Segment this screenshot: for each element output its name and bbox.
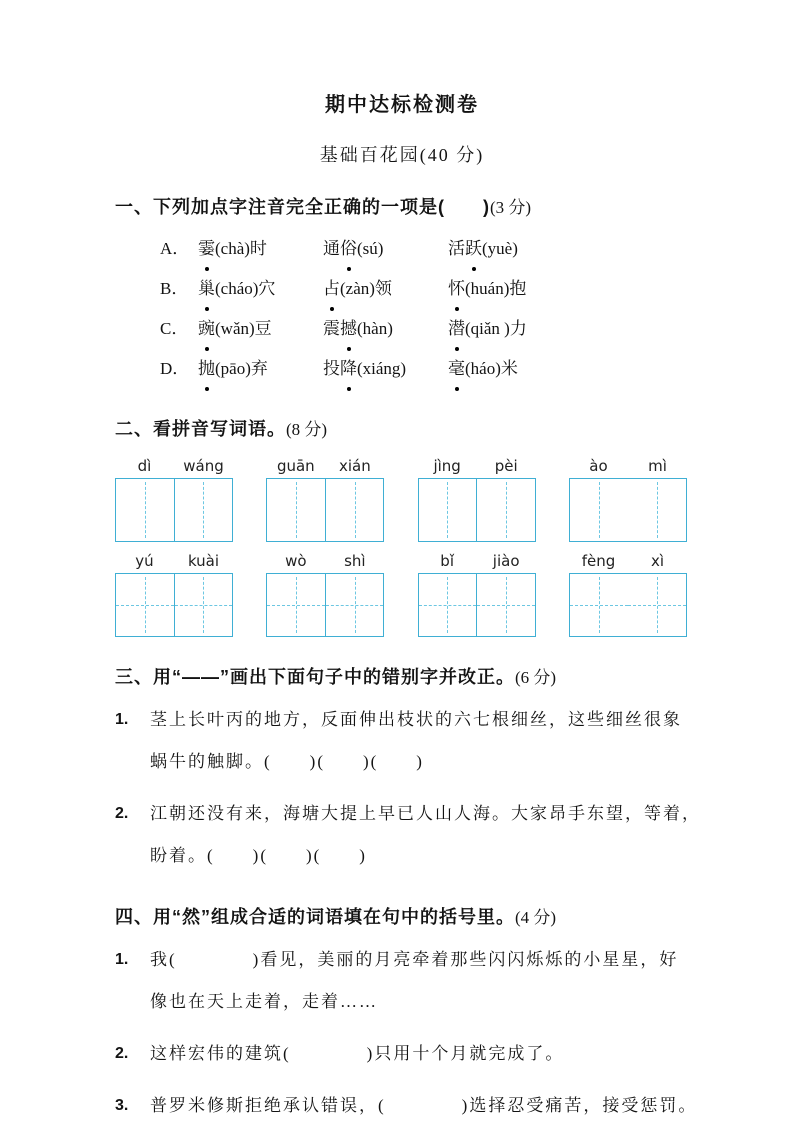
pinyin-label: bǐ jiào [440,552,520,570]
section-three-heading [115,663,689,689]
option-b-term-2: 占(zàn)领 [323,269,436,309]
section-four-heading-text: 四、用“然”组成合适的词语填在句中的括号里。 [115,907,515,927]
writing-group [569,552,687,637]
paper-title: 期中达标检测卷 [325,94,479,116]
writing-cell [570,479,628,541]
option-a-label: A． [160,239,190,258]
pinyin-label: dì wáng [137,457,224,475]
dotted-char: 抛 [198,349,215,389]
item-number: 1. [115,711,129,728]
option-a-term-1: 霎(chà)时 [198,229,311,269]
sentence-line: 这样宏伟的建筑( )只用十个月就完成了。 [150,1044,565,1063]
section-three-score: (6 分) [515,668,557,687]
writing-cell [325,574,384,636]
pinyin-label: ào mì [589,457,667,475]
option-d-term-3: 毫(háo)米 [448,349,561,389]
pinyin-label: yú kuài [135,552,220,570]
item-text [150,1033,689,1075]
writing-cell [419,574,477,636]
writing-cell [174,479,233,541]
section-one-heading-text: 一、下列加点字注音完全正确的一项是( ) [115,197,490,217]
item-text [150,939,689,1023]
dotted-char: 潜 [448,309,465,349]
writing-group [266,552,384,637]
option-c-label: C． [160,319,189,338]
section-one-score: (3 分) [490,198,532,217]
section-three-items [115,699,701,877]
writing-cell [116,574,174,636]
writing-group [266,457,384,542]
option-d-term-1: 抛(pāo)弃 [198,349,311,389]
section-two-heading-text: 二、看拼音写词语。 [115,419,286,439]
writing-group [418,457,536,542]
sentence-line: 江朝还没有来，海塘大提上早已人山人海。大家昂手东望，等着， [150,804,701,823]
section-two-score: (8 分) [286,420,328,439]
dotted-char: 跃 [465,229,482,269]
section-four-score: (4 分) [515,908,557,927]
writing-box [266,573,384,637]
option-a [160,229,689,269]
pinyin-writing-row-1 [115,457,687,542]
dotted-char: 巢 [198,269,215,309]
writing-group [115,457,233,542]
section-three-heading-text: 三、用“——”画出下面句子中的错别字并改正。 [115,667,515,687]
writing-cell [570,574,628,636]
writing-cell [174,574,233,636]
sentence-line: 像也在天上走着，走着…… [150,992,378,1011]
pinyin-label: guān xián [276,457,371,475]
writing-cell [267,574,325,636]
dotted-char: 毫 [448,349,465,389]
item-number: 2. [115,805,129,822]
dotted-char: 占 [323,269,340,309]
writing-box [569,478,687,542]
item-text [150,793,701,877]
writing-box [266,478,384,542]
pinyin-writing-row-2 [115,552,687,637]
writing-cell [325,479,384,541]
option-c-term-2: 震撼(hàn) [323,309,436,349]
writing-box [418,573,536,637]
sentence-line: 我( )看见，美丽的月亮牵着那些闪闪烁烁的小星星，好 [150,950,679,969]
option-b-term-1: 巢(cháo)穴 [198,269,311,309]
section-two-heading [115,415,689,441]
writing-group [569,457,687,542]
writing-cell [476,479,535,541]
section-four-heading [115,903,689,929]
sentence-line: 普罗米修斯拒绝承认错误，( )选择忍受痛苦，接受惩罚。 [150,1096,698,1115]
sentence-line: 盼着。( )( )( ) [150,846,367,865]
option-b-term-3: 怀(huán)抱 [448,269,561,309]
section-four-items [115,939,698,1122]
option-c-term-3: 潜(qiǎn )力 [448,309,561,349]
option-a-term-2: 通俗(sú) [323,229,436,269]
question-item [115,1033,689,1075]
option-b-label: B． [160,279,189,298]
section-one-options [160,229,689,389]
item-text [150,1085,697,1122]
item-text [150,699,689,783]
item-number: 2. [115,1045,129,1062]
option-a-term-3: 活跃(yuè) [448,229,561,269]
question-item [115,1085,698,1122]
writing-group [418,552,536,637]
item-number: 3. [115,1097,129,1114]
dotted-char: 豌 [198,309,215,349]
option-c-term-1: 豌(wǎn)豆 [198,309,311,349]
option-d-label: D． [160,359,190,378]
option-b [160,269,689,309]
dotted-char: 怀 [448,269,465,309]
pinyin-label: fèng xì [581,552,664,570]
writing-cell [267,479,325,541]
question-item [115,699,689,783]
pinyin-label: wò shì [285,552,366,570]
pinyin-label: jìng pèi [433,457,518,475]
writing-cell [116,479,174,541]
section-one-heading [115,193,689,219]
writing-box [115,573,233,637]
writing-group [115,552,233,637]
dotted-char: 撼 [340,309,357,349]
question-item [115,939,689,1023]
writing-cell [628,574,686,636]
sentence-line: 蜗牛的触脚。( )( )( ) [150,752,424,771]
writing-cell [419,479,477,541]
writing-box [569,573,687,637]
writing-cell [628,479,686,541]
option-c [160,309,689,349]
dotted-char: 霎 [198,229,215,269]
option-d-term-2: 投降(xiáng) [323,349,436,389]
writing-box [115,478,233,542]
writing-box [418,478,536,542]
option-d [160,349,689,389]
dotted-char: 降 [340,349,357,389]
dotted-char: 俗 [340,229,357,269]
item-number: 1. [115,951,129,968]
writing-cell [476,574,535,636]
sentence-line: 茎上长叶丙的地方，反面伸出枝状的六七根细丝，这些细丝很象 [150,710,682,729]
paper-subtitle: 基础百花园(40 分) [319,145,485,165]
question-item [115,793,701,877]
